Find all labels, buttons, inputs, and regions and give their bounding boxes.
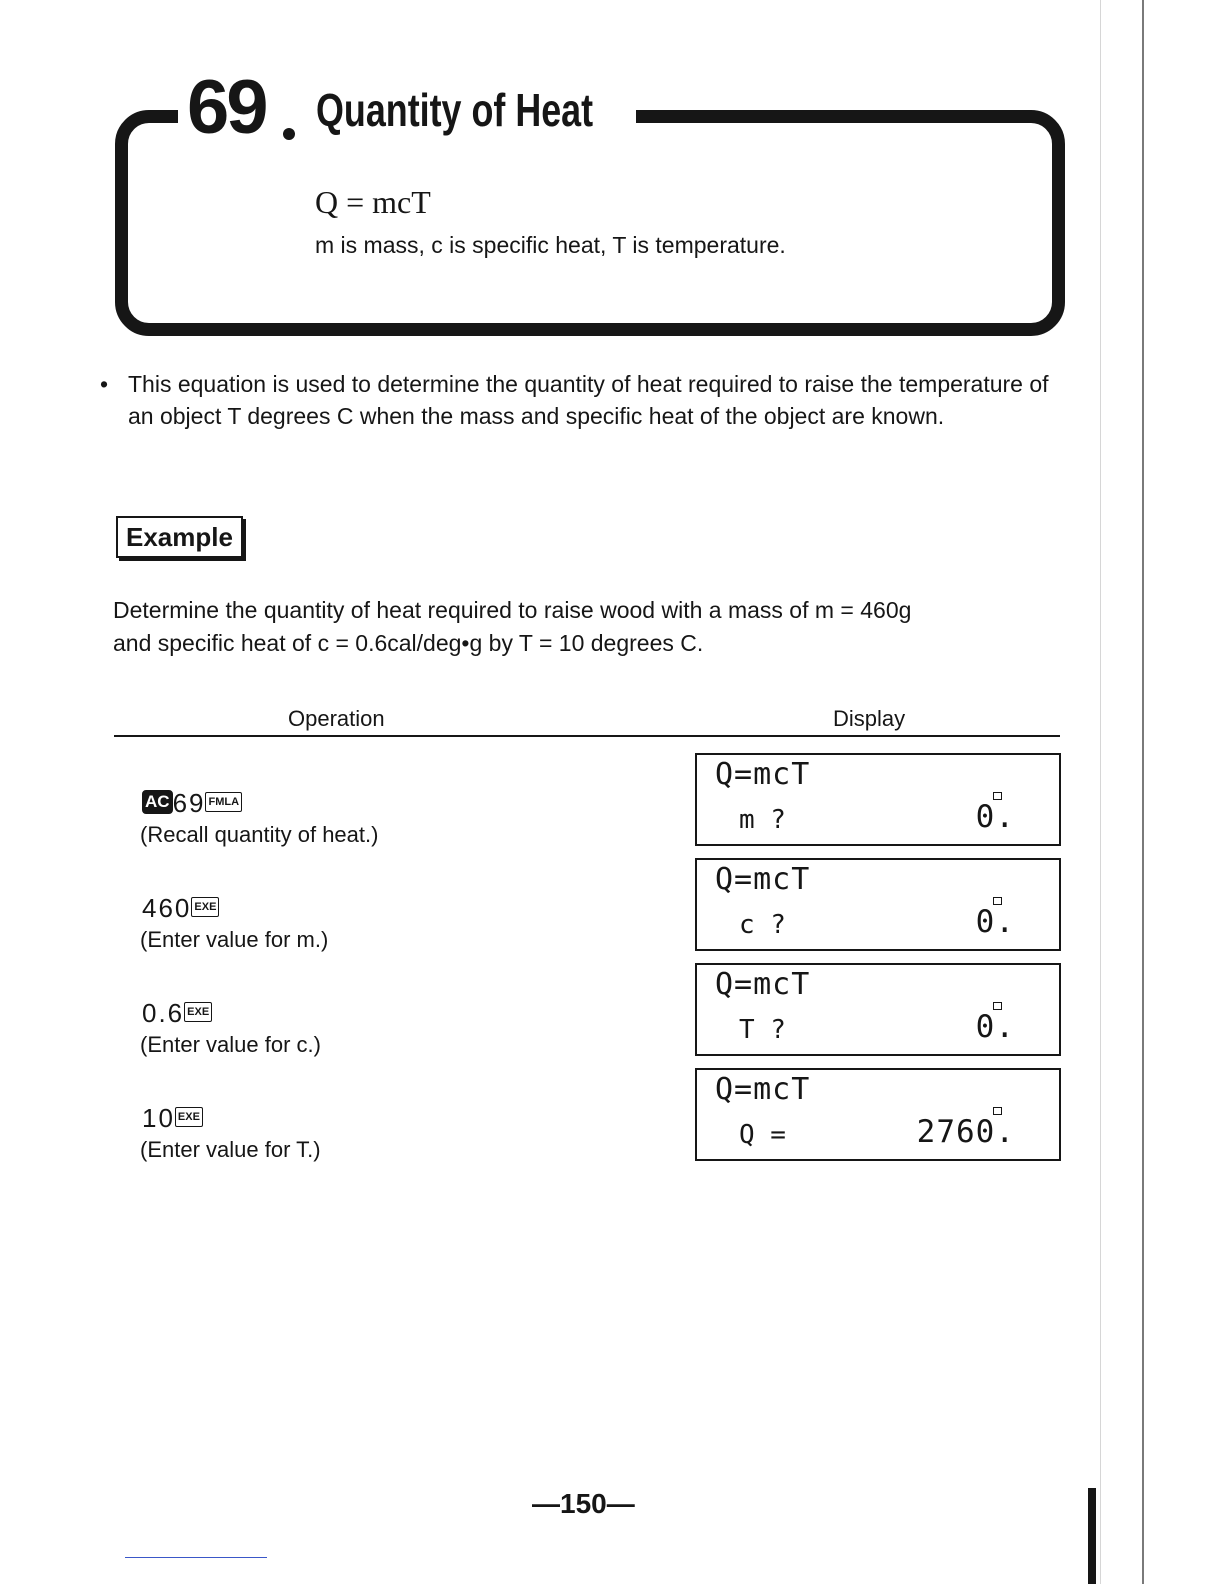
step-3-keys (142, 998, 212, 1029)
exe-key: EXE (184, 1002, 212, 1022)
operation-header: Operation (288, 706, 385, 731)
step-3-display (695, 963, 1061, 1056)
display-prompt: m ? (739, 805, 786, 835)
step-3-note: (Enter value for c.) (140, 1032, 321, 1057)
step-2-keys (142, 893, 219, 924)
display-header: Display (833, 706, 906, 731)
formula: Q = mcT (315, 184, 431, 220)
step-1-display (695, 753, 1061, 846)
page-number: —150— (532, 1488, 635, 1519)
step-1-digits: 69 (172, 788, 206, 818)
step-2-note: (Enter value for m.) (140, 927, 329, 952)
ac-key: AC (142, 790, 173, 814)
display-prompt: Q = (739, 1120, 786, 1150)
step-4-note: (Enter value for T.) (140, 1137, 321, 1162)
page-edge-tab (1088, 1488, 1096, 1584)
page-edge (1142, 0, 1144, 1584)
footer-underline (125, 1557, 267, 1558)
exe-key: EXE (175, 1107, 203, 1127)
display-value: 0. (975, 799, 1015, 835)
step-2-display (695, 858, 1061, 951)
fmla-key: FMLA (205, 792, 242, 812)
display-prompt: c ? (739, 910, 786, 940)
step-4-digits: 10 (142, 1103, 175, 1133)
description-text: This equation is used to determine the quantity of heat required to raise the temperature of an object T degrees C when the mass and specific heat of the object are known. (128, 371, 1049, 429)
step-4-display (695, 1068, 1061, 1161)
display-formula: Q=mcT (715, 757, 811, 792)
step-4-keys (142, 1103, 203, 1134)
step-3-digits: 0.6 (142, 998, 185, 1028)
step-1-keys (142, 788, 242, 819)
section-number: 69 (187, 65, 266, 150)
display-formula: Q=mcT (715, 967, 811, 1002)
display-formula: Q=mcT (715, 1072, 811, 1107)
display-value: 0. (975, 1009, 1015, 1045)
header-rule (114, 735, 1060, 737)
formula-description: m is mass, c is specific heat, T is temperature. (315, 232, 786, 258)
problem-line-1: Determine the quantity of heat required to raise wood with a mass of m = 460g (113, 597, 912, 623)
display-prompt: T ? (739, 1015, 786, 1045)
example-problem (113, 594, 1073, 660)
description-bullet (100, 368, 1064, 432)
example-label: Example (116, 516, 243, 558)
exe-key: EXE (191, 897, 219, 917)
section-title: Quantity of Heat (316, 84, 594, 136)
step-1-note: (Recall quantity of heat.) (140, 822, 379, 847)
display-value: 2760. (916, 1114, 1015, 1150)
problem-line-2: and specific heat of c = 0.6cal/deg•g by T = 10 degrees C. (113, 630, 704, 656)
step-2-digits: 460 (142, 893, 192, 923)
bullet-dot: • (100, 371, 109, 397)
page-edge-shadow (1100, 0, 1101, 1584)
section-number-dot (283, 128, 295, 140)
display-value: 0. (975, 904, 1015, 940)
display-formula: Q=mcT (715, 862, 811, 897)
